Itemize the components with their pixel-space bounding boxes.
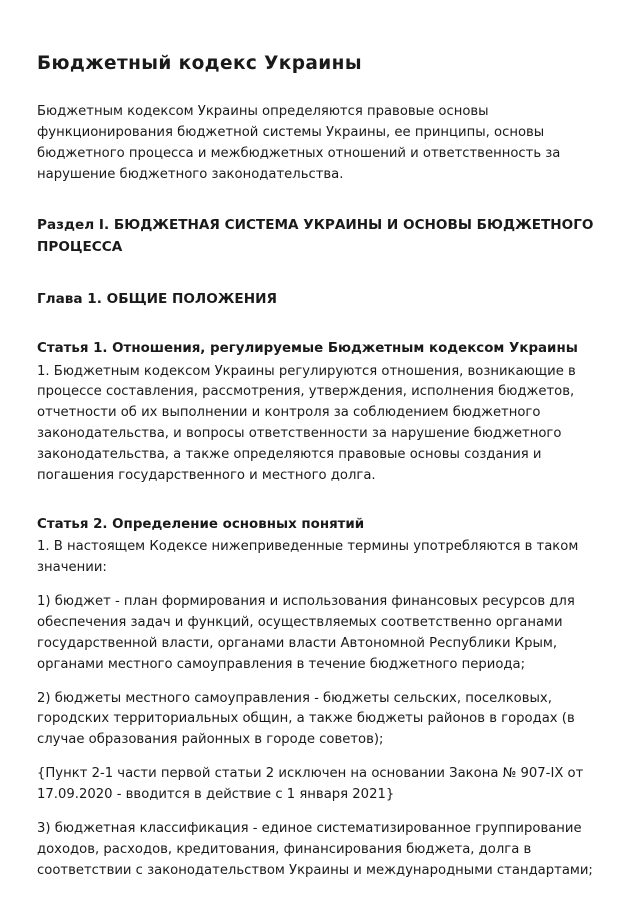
- section-heading: Раздел I. БЮДЖЕТНАЯ СИСТЕМА УКРАИНЫ И ОСНОВЫ БЮДЖЕТНОГО ПРОЦЕССА: [37, 217, 594, 256]
- article-2-heading: Статья 2. Определение основных понятий: [37, 516, 365, 532]
- article-1: [37, 339, 602, 487]
- chapter-heading: Глава 1. ОБЩИЕ ПОЛОЖЕНИЯ: [37, 290, 277, 307]
- article-1-paragraph: 1. Бюджетным кодексом Украины регулируются отношения, возникающие в процессе составления, рассмотрения, утверждения, исполнения бюджетов, отчетности об их выполнении и контроля за соблюдением бюджетного законодательства, и вопросы ответственности за нарушение бюджетного законодательства, а также определяются правовые основы создания и погашения государственного и местного долга.: [37, 363, 576, 483]
- article-2-exclusion-note: {Пункт 2-1 части первой статьи 2 исключен на основании Закона № 907-IX от 17.09.2020 - вводится в действие с 1 января 2021}: [37, 766, 584, 803]
- article-2-paragraph-intro: 1. В настоящем Кодексе нижеприведенные термины употребляются в таком значении:: [37, 539, 579, 576]
- article-2: [37, 515, 602, 882]
- article-2-point-2: 2) бюджеты местного самоуправления - бюджеты сельских, поселковых, городских территориальных общин, а также бюджеты районов в городах (в случае образования районных в городе советов);: [37, 690, 575, 748]
- article-2-point-3: 3) бюджетная классификация - единое систематизированное группирование доходов, расходов, кредитования, финансирования бюджета, долга в соответствии с законодательством Украины и международными стандартами;: [37, 820, 593, 878]
- article-2-point-1: 1) бюджет - план формирования и использования финансовых ресурсов для обеспечения задач и функций, осуществляемых соответственно органами государственной власти, органами власти Автономной Республики Крым, органами местного самоуправления в течение бюджетного периода;: [37, 594, 575, 672]
- article-1-heading: Статья 1. Отношения, регулируемые Бюджетным кодексом Украины: [37, 340, 578, 356]
- intro-paragraph: Бюджетным кодексом Украины определяются правовые основы функционирования бюджетной системы Украины, ее принципы, основы бюджетного процесса и межбюджетных отношений и ответственность за нарушение бюджетного законодательства.: [37, 104, 561, 182]
- document-title: Бюджетный кодекс Украины: [37, 53, 362, 74]
